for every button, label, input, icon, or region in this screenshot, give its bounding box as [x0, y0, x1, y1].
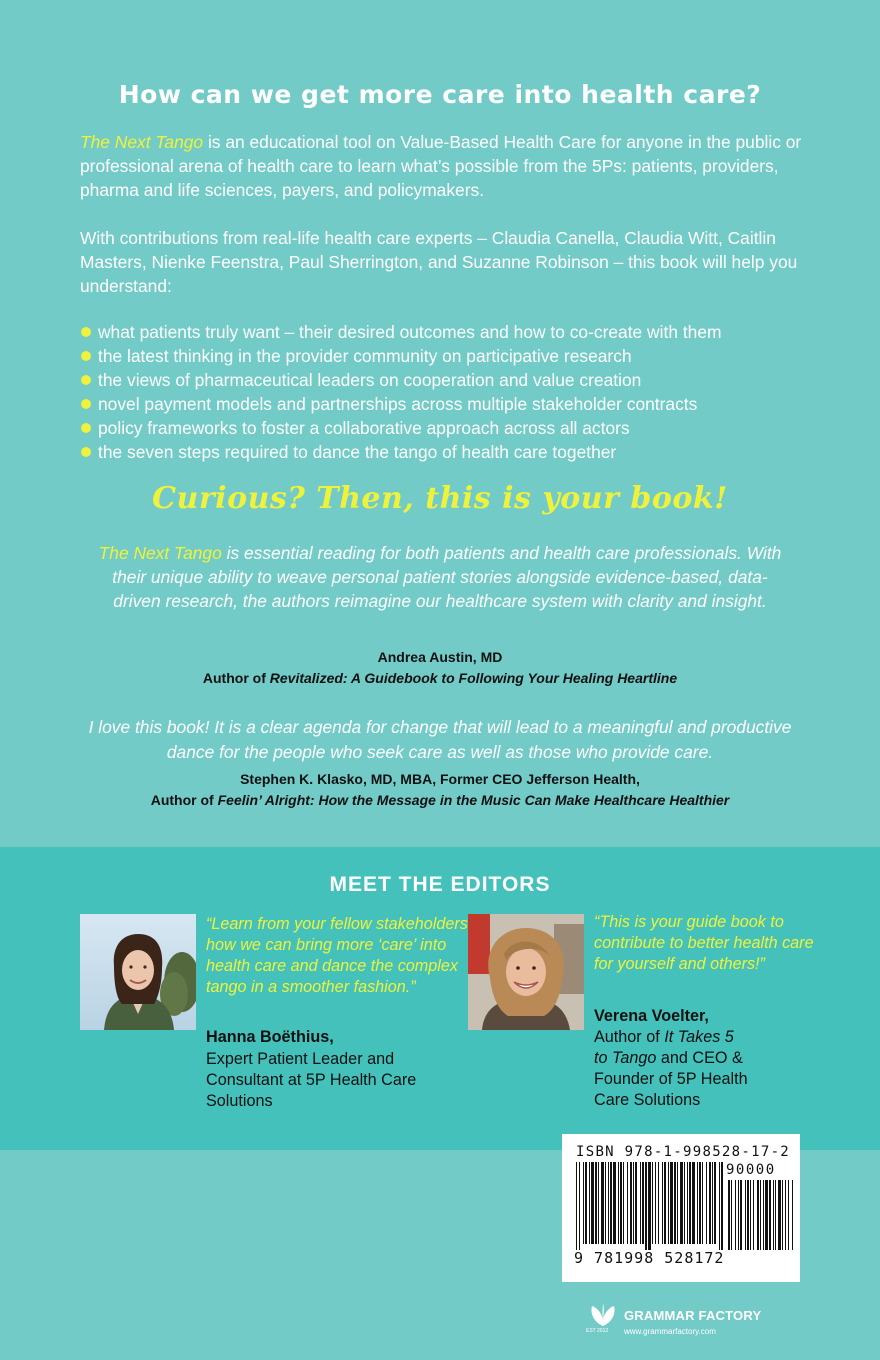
addon-bar	[738, 1180, 739, 1250]
barcode-bar	[687, 1162, 688, 1244]
list-item	[80, 440, 820, 464]
list-item-text: the seven steps required to dance the tango of health care together	[98, 442, 617, 462]
testimonial-attribution-1	[0, 647, 880, 689]
addon-bar	[753, 1180, 754, 1250]
addon-bar	[747, 1180, 749, 1250]
barcode-bar	[709, 1162, 711, 1244]
barcode-bar	[670, 1162, 673, 1244]
bullet-list	[80, 320, 820, 464]
list-item-text: what patients truly want – their desired outcomes and how to co-create with them	[98, 322, 722, 342]
barcode-bar	[633, 1162, 634, 1244]
addon-bar	[775, 1180, 776, 1250]
barcode-bar	[623, 1162, 624, 1244]
testimonial-author-role: Author of Feelin’ Alright: How the Message in the Music Can Make Healthcare Healthier	[150, 792, 730, 808]
bullet-dot-icon	[81, 447, 91, 457]
barcode-bar	[652, 1162, 653, 1244]
bullet-dot-icon	[81, 327, 91, 337]
barcode-bar	[583, 1162, 584, 1244]
editor-quote-hanna: “Learn from your fellow stakeholders how we can bring more ‘care’ into health care and dance the complex tango in a smoother fashion.”	[206, 915, 468, 996]
publisher-name: GRAMMAR FACTORY	[624, 1308, 762, 1323]
testimonial-attribution-2	[0, 769, 880, 811]
barcode-bar	[589, 1162, 590, 1244]
testimonial-quote-2: I love this book! It is a clear agenda for change that will lead to a meaningful and productive dance for the people who seek care as well as those who provide care.	[88, 717, 792, 762]
barcode-bar	[677, 1162, 678, 1244]
list-item-text: the latest thinking in the provider community on participative research	[98, 346, 632, 366]
editor-role-hanna: Expert Patient Leader and Consultant at 5P Health Care Solutions	[206, 1050, 417, 1110]
book-title: The Next Tango	[80, 132, 204, 152]
barcode-bar	[610, 1162, 612, 1244]
list-item	[80, 368, 820, 392]
bullet-dot-icon	[81, 375, 91, 385]
testimonial-text: is essential reading for both patients and health care professionals. With their unique ability to weave personal patient stories alongside evidence-based, data-driven research, the authors reimagine our healthcare system with clarity and insight.	[112, 543, 782, 611]
barcode-bars	[572, 1162, 796, 1250]
barcode-bar	[635, 1162, 637, 1244]
publisher-url: www.grammarfactory.com	[624, 1327, 716, 1336]
addon-bar	[785, 1180, 786, 1250]
barcode-bar	[601, 1162, 604, 1244]
barcode-bar	[648, 1162, 651, 1250]
addon-bar	[769, 1180, 771, 1250]
barcode-bar	[642, 1162, 644, 1244]
barcode-bar	[680, 1162, 683, 1244]
headline: How can we get more care into health care?	[118, 80, 762, 109]
list-item-text: the views of pharmaceutical leaders on cooperation and value creation	[98, 370, 642, 390]
addon-bar	[750, 1180, 751, 1250]
list-item-text: novel payment models and partnerships across multiple stakeholder contracts	[98, 394, 698, 414]
curious-tagline: Curious? Then, this is your book!	[152, 481, 728, 516]
testimonial-author: Stephen K. Klasko, MD, MBA, Former CEO Jefferson Health,	[240, 771, 640, 787]
barcode-bar	[605, 1162, 606, 1244]
addon-bar	[763, 1180, 764, 1250]
barcode-bar	[684, 1162, 685, 1244]
barcode-bar	[714, 1162, 716, 1244]
list-item-text: policy frameworks to foster a collaborative approach across all actors	[98, 418, 630, 438]
barcode-bar	[595, 1162, 597, 1244]
barcode-bar	[697, 1162, 698, 1244]
addon-bar	[740, 1180, 742, 1250]
barcode-bar	[627, 1162, 628, 1244]
barcode-bar	[706, 1162, 707, 1244]
editor-name-hanna: Hanna Boëthius,	[206, 1028, 334, 1046]
publisher-established: EST 2012	[586, 1328, 609, 1334]
editors-title: MEET THE EDITORS	[329, 873, 551, 896]
price-addon-number: 90000	[726, 1162, 776, 1178]
bullet-dot-icon	[81, 351, 91, 361]
editor-quote-verena: “This is your guide book to contribute to better health care for yourself and others!”	[594, 913, 814, 973]
editor-photo-hanna	[80, 914, 196, 1030]
editor-photo-verena	[468, 914, 584, 1030]
addon-bar	[788, 1180, 789, 1250]
intro-paragraph	[80, 130, 810, 202]
barcode-bar	[613, 1162, 616, 1244]
grammar-factory-logo-icon	[588, 1302, 618, 1328]
contributions-paragraph: With contributions from real-life health care experts – Claudia Canella, Claudia Witt, Caitlin Masters, Nienke Feenstra, Paul Sherrington, and Suzanne Robinson – this book will help you understand:	[80, 228, 798, 296]
list-item	[80, 392, 820, 416]
list-item	[80, 320, 820, 344]
bullet-dot-icon	[81, 399, 91, 409]
barcode-bar	[668, 1162, 669, 1244]
barcode-bar	[591, 1162, 594, 1244]
list-item	[80, 416, 820, 440]
addon-bar	[728, 1180, 730, 1250]
bullet-dot-icon	[81, 423, 91, 433]
barcode-bar	[640, 1162, 641, 1244]
book-title: The Next Tango	[98, 543, 222, 563]
addon-bar	[765, 1180, 768, 1250]
addon-bar	[760, 1180, 761, 1250]
addon-bar	[735, 1180, 736, 1250]
list-item	[80, 344, 820, 368]
barcode-bar	[630, 1162, 632, 1244]
barcode-bar	[598, 1162, 599, 1244]
barcode-bar	[658, 1162, 659, 1244]
ean-number: 9 781998 528172	[574, 1249, 725, 1267]
addon-bar	[745, 1180, 746, 1250]
addon-bar	[773, 1180, 774, 1250]
barcode-bar	[655, 1162, 656, 1244]
addon-bar	[731, 1180, 732, 1250]
barcode-bar	[579, 1162, 580, 1250]
barcode-bar	[692, 1162, 695, 1244]
testimonial-author-role: Author of Revitalized: A Guidebook to Following Your Healing Heartline	[202, 670, 678, 686]
editor-name-verena: Verena Voelter,	[594, 1007, 709, 1025]
addon-bar	[757, 1180, 759, 1250]
isbn-number: ISBN 978-1-998528-17-2	[576, 1144, 791, 1160]
testimonial-author: Andrea Austin, MD	[377, 649, 503, 665]
addon-bar	[782, 1180, 783, 1250]
addon-bar	[792, 1180, 793, 1250]
barcode-bar	[699, 1162, 701, 1244]
barcode-bar	[645, 1162, 647, 1250]
testimonial-quote-1	[90, 541, 790, 613]
intro-text: is an educational tool on Value-Based Health Care for anyone in the public or professional arena of health care to learn what’s possible from the 5Ps: patients, providers, pharma and life sciences, payers, and policymakers.	[80, 132, 802, 200]
barcode-bar	[689, 1162, 691, 1244]
barcode-bar	[620, 1162, 622, 1244]
barcode-bar	[608, 1162, 609, 1244]
barcode-bar	[664, 1162, 666, 1244]
barcode-bar	[662, 1162, 663, 1244]
barcode-bar	[585, 1162, 587, 1244]
editor-role-verena: Author of It Takes 5 to Tango and CEO & Founder of 5P Health Care Solutions	[594, 1028, 748, 1109]
barcode-bar	[576, 1162, 577, 1250]
barcode-bar	[721, 1162, 723, 1250]
addon-bar	[778, 1180, 781, 1250]
barcode-bar	[702, 1162, 703, 1244]
barcode-bar	[618, 1162, 619, 1244]
barcode-bar	[712, 1162, 713, 1244]
barcode-bar	[674, 1162, 676, 1244]
barcode-bar	[719, 1162, 720, 1250]
